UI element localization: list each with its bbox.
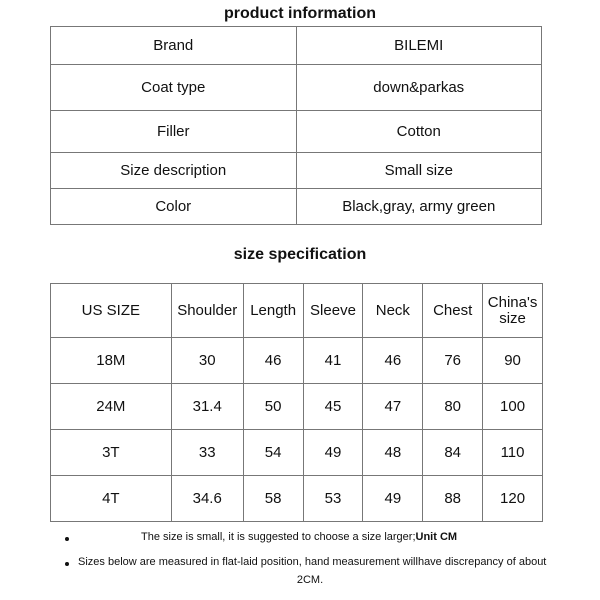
header-china-line2: size [499, 309, 526, 327]
cell-shoulder: 30 [171, 338, 243, 384]
product-information-title: product information [224, 5, 376, 22]
cell-sleeve: 41 [303, 338, 363, 384]
table-row [51, 111, 542, 153]
info-label-size-description: Size description [51, 153, 297, 189]
note2-line1: Sizes below are measured in flat-laid position, hand measurement willhave discrepancy of about [78, 556, 547, 568]
table-row [51, 476, 543, 522]
cell-us-size: 4T [51, 476, 172, 522]
cell-us-size: 18M [51, 338, 172, 384]
info-label-coat-type: Coat type [51, 65, 297, 111]
cell-us-size: 3T [51, 430, 172, 476]
cell-sleeve: 49 [303, 430, 363, 476]
cell-shoulder: 34.6 [171, 476, 243, 522]
header-length: Length [243, 284, 303, 338]
size-specification-title: size specification [233, 246, 367, 263]
info-value-size-description: Small size [296, 153, 542, 189]
note2-line2: 2CM. [296, 574, 324, 586]
cell-length: 58 [243, 476, 303, 522]
header-shoulder: Shoulder [171, 284, 243, 338]
cell-length: 50 [243, 384, 303, 430]
cell-sleeve: 53 [303, 476, 363, 522]
size-specification-table [50, 283, 543, 522]
header-china-line1: China's [487, 293, 538, 311]
cell-shoulder: 31.4 [171, 384, 243, 430]
cell-shoulder: 33 [171, 430, 243, 476]
table-row [51, 384, 543, 430]
table-row [51, 27, 542, 65]
cell-chest: 80 [423, 384, 483, 430]
note1-text: The size is small, it is suggested to choose a size larger; [141, 531, 416, 543]
cell-china-size: 120 [483, 476, 543, 522]
cell-china-size: 100 [483, 384, 543, 430]
info-value-brand: BILEMI [296, 27, 542, 65]
table-header-row [51, 284, 543, 338]
cell-sleeve: 45 [303, 384, 363, 430]
cell-neck: 48 [363, 430, 423, 476]
cell-neck: 47 [363, 384, 423, 430]
header-china-size [483, 284, 543, 338]
note-size-advice-text [141, 531, 457, 543]
cell-chest: 88 [423, 476, 483, 522]
note1-unit: Unit CM [415, 531, 458, 543]
table-row [51, 338, 543, 384]
cell-neck: 49 [363, 476, 423, 522]
header-sleeve: Sleeve [303, 284, 363, 338]
cell-length: 54 [243, 430, 303, 476]
cell-neck: 46 [363, 338, 423, 384]
product-information-table [50, 26, 542, 225]
cell-length: 46 [243, 338, 303, 384]
table-row [51, 430, 543, 476]
info-label-color: Color [51, 189, 297, 225]
header-neck: Neck [363, 284, 423, 338]
cell-chest: 84 [423, 430, 483, 476]
table-row [51, 189, 542, 225]
cell-chest: 76 [423, 338, 483, 384]
table-row [51, 153, 542, 189]
table-row [51, 65, 542, 111]
bullet-icon [65, 562, 69, 566]
info-label-filler: Filler [51, 111, 297, 153]
bullet-icon [65, 537, 69, 541]
info-value-color: Black,gray, army green [296, 189, 542, 225]
info-value-filler: Cotton [296, 111, 542, 153]
cell-china-size: 90 [483, 338, 543, 384]
header-chest: Chest [423, 284, 483, 338]
info-label-brand: Brand [51, 27, 297, 65]
cell-china-size: 110 [483, 430, 543, 476]
cell-us-size: 24M [51, 384, 172, 430]
header-us-size: US SIZE [51, 284, 172, 338]
info-value-coat-type: down&parkas [296, 65, 542, 111]
header-china-size-label [488, 295, 538, 327]
